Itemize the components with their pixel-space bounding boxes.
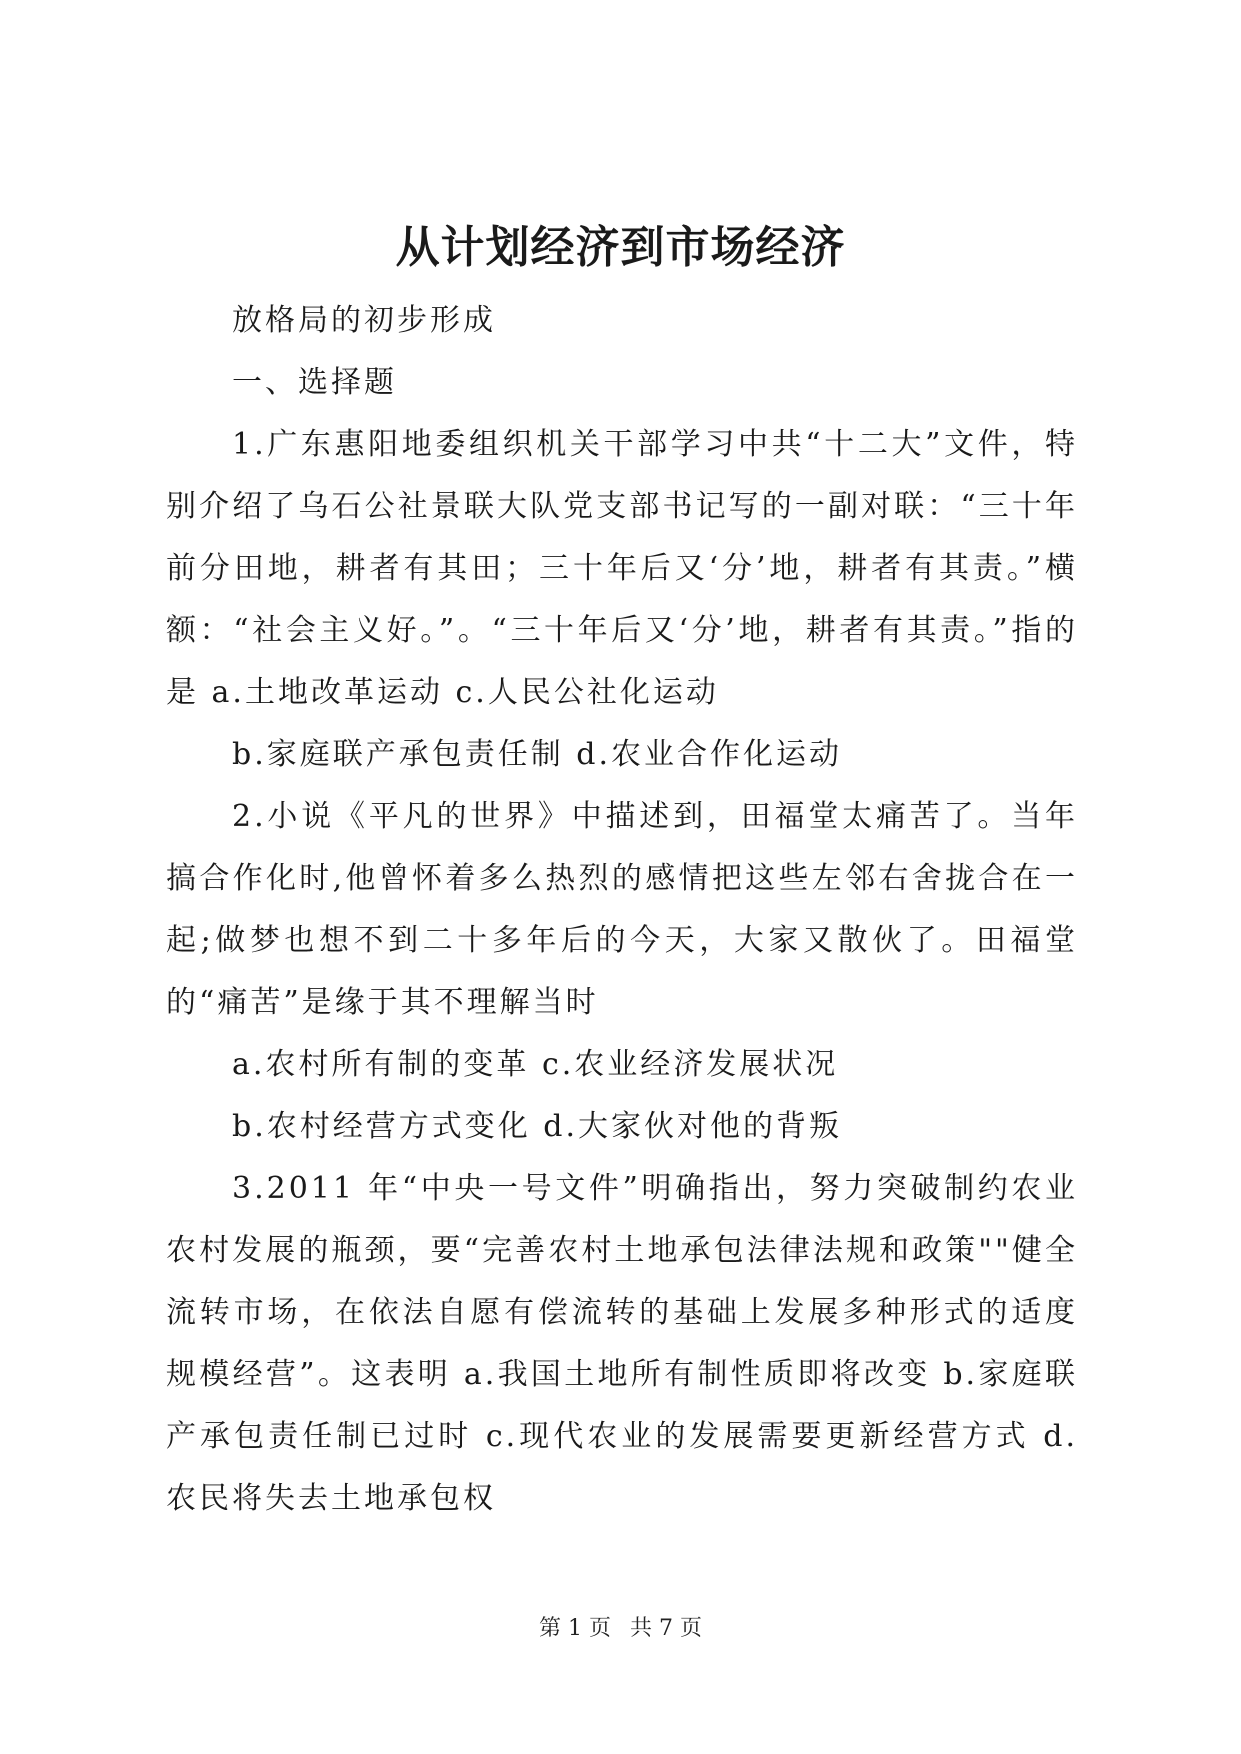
document-body [166,290,1078,1530]
section-heading: 一、选择题 [232,365,397,400]
document-title: 从计划经济到市场经济 [395,222,846,273]
question-3: 3.2011 年“中央一号文件”明确指出，努力突破制约农业农村发展的瓶颈，要“完善农村土地承包法律法规和政策""健全流转市场，在依法自愿有偿流转的基础上发展多种形式的适度规模经营”。这表明 a.我国土地所有制性质即将改变 b.家庭联产承包责任制已过时 c.现代农业的发展需要更新经营方式 d.农民将失去土地承包权 [166,1171,1078,1516]
page-number: 第 1 页 [539,1616,611,1641]
question-2-options-b-d: b.农村经营方式变化 d.大家伙对他的背叛 [232,1109,843,1144]
page-total: 共 7 页 [630,1616,702,1641]
question-1-options: b.家庭联产承包责任制 d.农业合作化运动 [232,737,843,772]
paragraph-subtitle: 放格局的初步形成 [232,303,496,338]
question-1: 1.广东惠阳地委组织机关干部学习中共“十二大”文件，特别介绍了乌石公社景联大队党支部书记写的一副对联：“三十年前分田地，耕者有其田；三十年后又‘分’地，耕者有其责。”横额：“社会主义好。”。“三十年后又‘分’地，耕者有其责。”指的是 a.土地改革运动 c.人民公社化运动 [166,427,1078,710]
question-2-options-a-c: a.农村所有制的变革 c.农业经济发展状况 [232,1047,839,1082]
page-footer [0,1614,1241,1644]
question-2: 2.小说《平凡的世界》中描述到，田福堂太痛苦了。当年搞合作化时,他曾怀着多么热烈的感情把这些左邻右舍拢合在一起;做梦也想不到二十多年后的今天，大家又散伙了。田福堂的“痛苦”是缘于其不理解当时 [166,799,1078,1020]
